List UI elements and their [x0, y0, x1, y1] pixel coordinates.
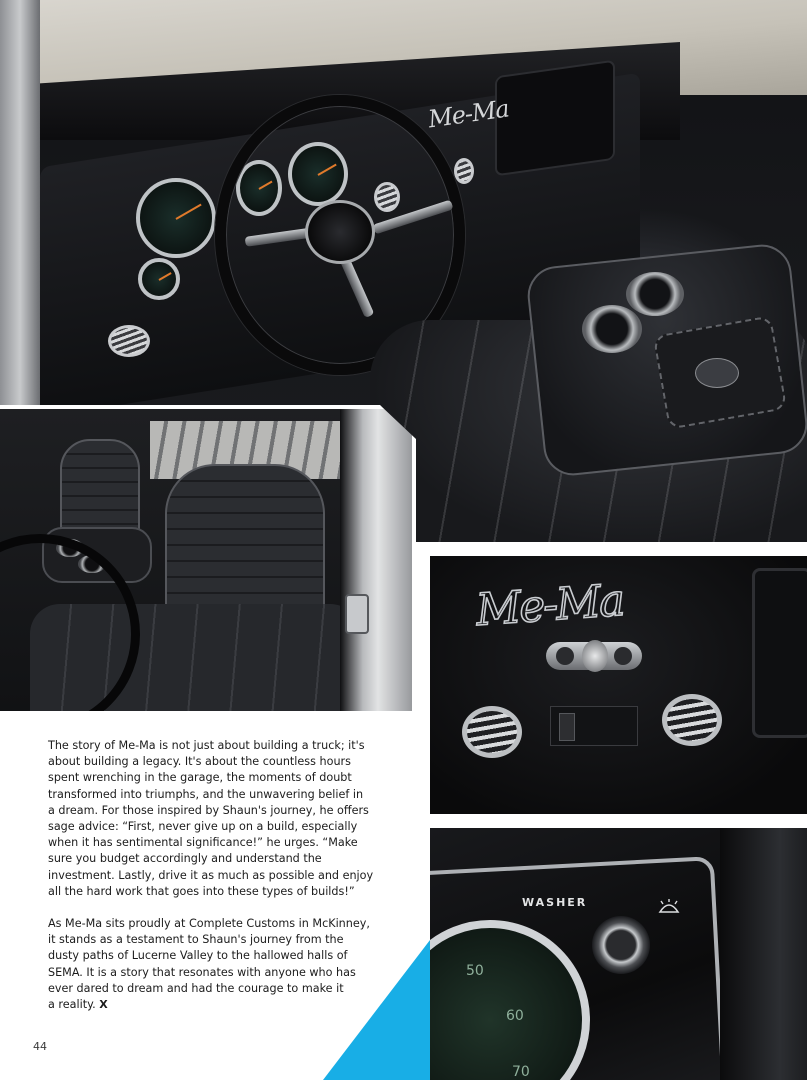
gauge-number: 60 [506, 1008, 524, 1024]
air-vent [108, 325, 150, 357]
air-vent [662, 694, 722, 746]
end-mark: X [99, 998, 108, 1012]
air-vent [462, 706, 522, 758]
air-vent [454, 158, 474, 184]
article-paragraph: The story of Me-Ma is not just about building a truck; it's about building a legacy. It's about the countless hours spent wrenching in the garage, the moments of doubt transformed into triumphs, and the unwavering belief in a dream. For those inspired by Shaun's journey, he offers sage advice: “First, never give up on a build, especially when it has sentimental significance!” he urges. “Make sure you budget accordingly and understand the investment. Lastly, drive it as much as possible and enjoy all the hard work that goes into these types of builds!” [48, 739, 374, 898]
side-panel [752, 568, 807, 738]
steering-hub [305, 200, 375, 264]
windshield-washer-icon [658, 898, 680, 921]
rocker-switch [550, 706, 638, 746]
logo-detail-photo [430, 556, 807, 814]
gauge-number: 50 [466, 963, 484, 979]
mema-logo: Me-Ma [474, 574, 625, 637]
article-paragraph-text: As Me-Ma sits proudly at Complete Customs in McKinney, it stands as a testament to Shaun's journey from the dusty paths of Lucerne Valley to the hallowed halls of SEMA. It is a story that resonates with anyone who has ever dared to dream and had the courage to make it a reality. [48, 917, 370, 1012]
console-badge [695, 358, 739, 388]
washer-button [592, 916, 650, 974]
washer-detail-photo [430, 828, 807, 1080]
control-knob [582, 640, 608, 672]
washer-label: WASHER [522, 896, 588, 909]
small-gauge [138, 258, 180, 300]
seat-back [165, 464, 325, 624]
article-body [48, 738, 398, 1029]
seat-edge [720, 828, 807, 1080]
speedometer-gauge [136, 178, 216, 258]
article-paragraph [48, 916, 398, 1013]
page-number: 44 [33, 1040, 47, 1053]
cupholder [582, 305, 642, 353]
gauge-number: 70 [512, 1064, 530, 1080]
door-pillar [0, 0, 40, 420]
door-latch [345, 594, 369, 634]
cupholder [626, 272, 684, 316]
interior-photo [0, 405, 416, 711]
glovebox [495, 60, 615, 177]
door-frame [340, 409, 416, 711]
dash-logo: Me-Ma [426, 94, 511, 134]
